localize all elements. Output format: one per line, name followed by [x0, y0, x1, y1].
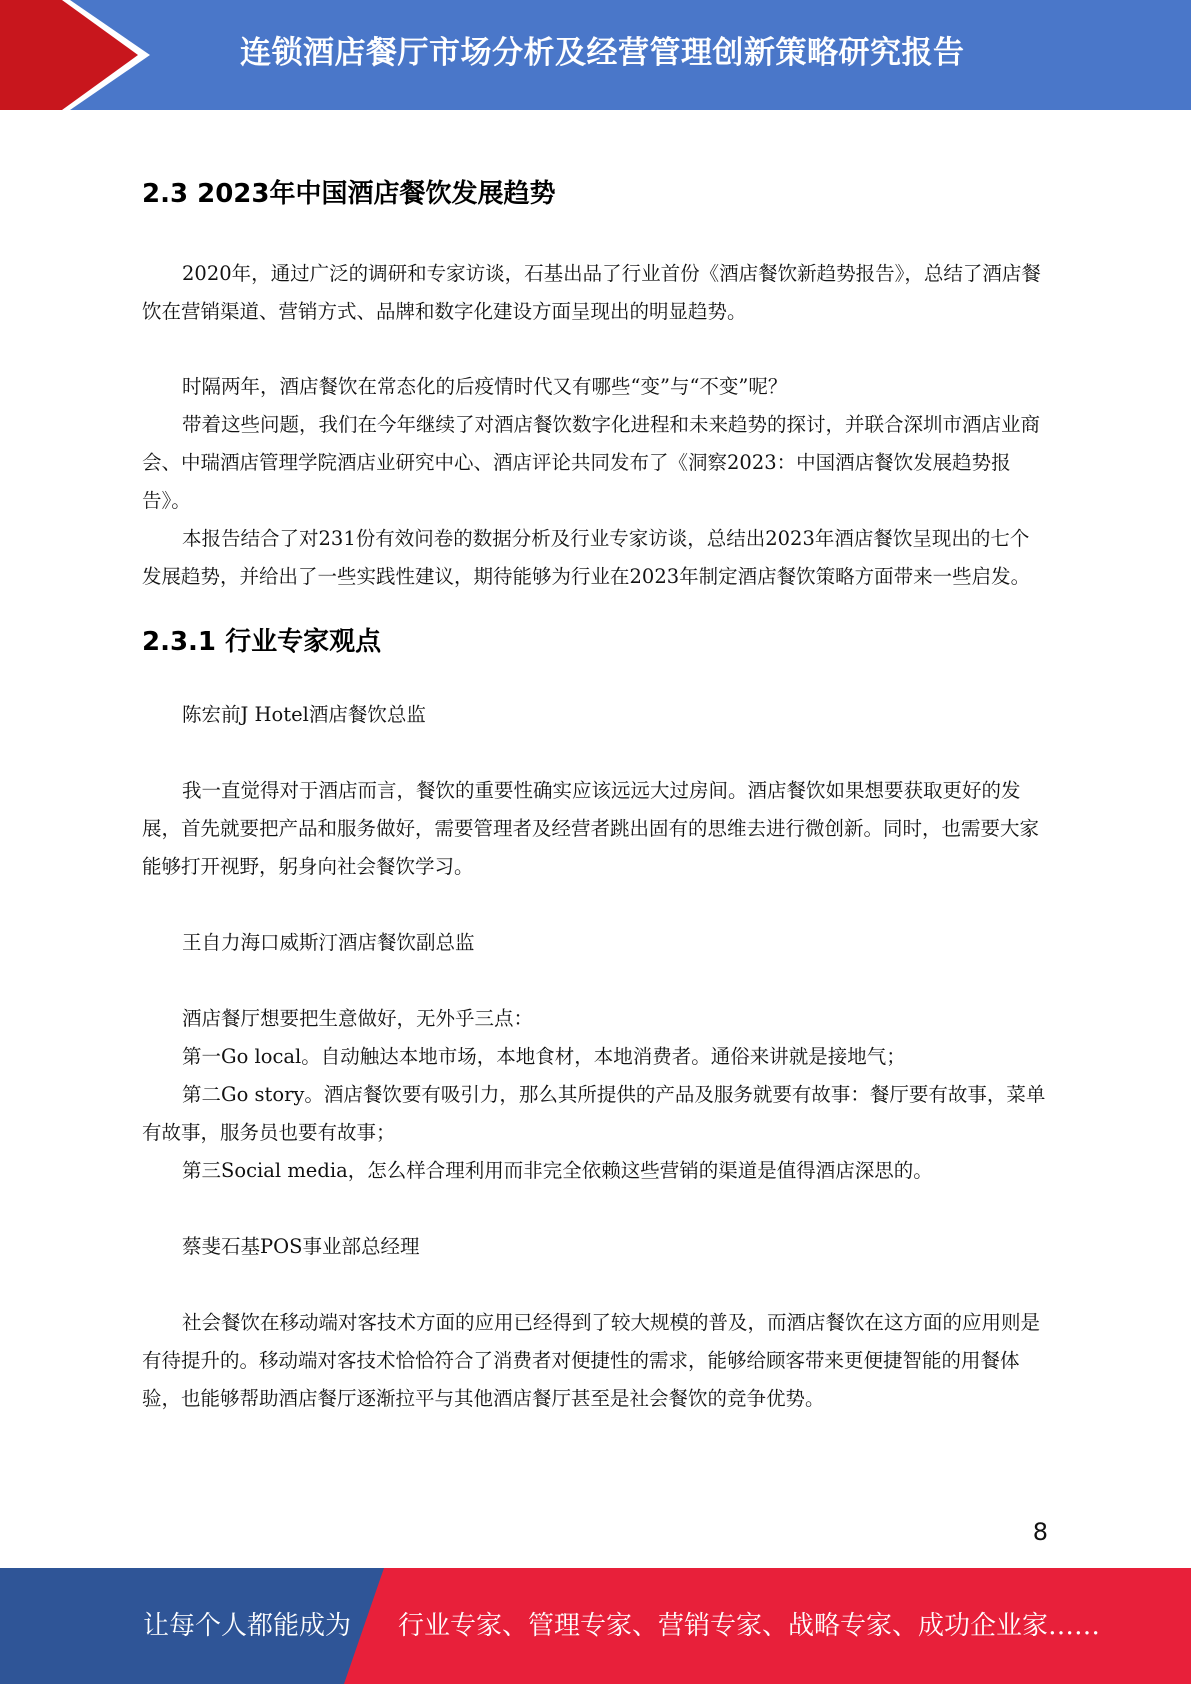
- expert-quote: 社会餐饮在移动端对客技术方面的应用已经得到了较大规模的普及，而酒店餐饮在这方面的应用则是有待提升的。移动端对客技术恰恰符合了消费者对便捷性的需求，能够给顾客带来更便捷智能的用餐体验，也能够帮助酒店餐厅逐渐拉平与其他酒店餐厅甚至是社会餐饮的竞争优势。: [142, 1311, 1041, 1410]
- expert-name: 陈宏前J Hotel酒店餐饮总监: [182, 703, 426, 726]
- footer-slogan-right: 行业专家、管理专家、营销专家、战略专家、成功企业家……: [398, 1611, 1101, 1641]
- page-number: 8: [1032, 1518, 1048, 1546]
- paragraph: 本报告结合了对231份有效问卷的数据分析及行业专家访谈，总结出2023年酒店餐饮呈现出的七个发展趋势，并给出了一些实践性建议，期待能够为行业在2023年制定酒店餐饮策略方面带来一些启发。: [142, 527, 1031, 588]
- section-heading: 2.3 2023年中国酒店餐饮发展趋势: [142, 179, 556, 209]
- subsection-heading: 2.3.1 行业专家观点: [142, 627, 382, 657]
- paragraph: 2020年，通过广泛的调研和专家访谈，石基出品了行业首份《酒店餐饮新趋势报告》，总结了酒店餐饮在营销渠道、营销方式、品牌和数字化建设方面呈现出的明显趋势。: [142, 262, 1041, 323]
- footer-banner: [0, 1568, 1191, 1684]
- expert-quote-line: 酒店餐厅想要把生意做好，无外乎三点：: [182, 1007, 534, 1030]
- expert-quote: 我一直觉得对于酒店而言，餐饮的重要性确实应该远远大过房间。酒店餐饮如果想要获取更好的发展，首先就要把产品和服务做好，需要管理者及经营者跳出固有的思维去进行微创新。同时，也需要大家能够打开视野，躬身向社会餐饮学习。: [142, 779, 1040, 878]
- paragraph: 带着这些问题，我们在今年继续了对酒店餐饮数字化进程和未来趋势的探讨，并联合深圳市酒店业商会、中瑞酒店管理学院酒店业研究中心、酒店评论共同发布了《洞察2023：中国酒店餐饮发展趋势报告》。: [142, 413, 1041, 512]
- expert-quote-line: 第二Go story。酒店餐饮要有吸引力，那么其所提供的产品及服务就要有故事：餐厅要有故事，菜单有故事，服务员也要有故事；: [142, 1083, 1046, 1144]
- paragraph: 时隔两年，酒店餐饮在常态化的后疫情时代又有哪些“变”与“不变”呢？: [182, 375, 788, 398]
- footer-slogan-left: 让每个人都能成为: [143, 1611, 352, 1641]
- expert-quote-line: 第三Social media，怎么样合理利用而非完全依赖这些营销的渠道是值得酒店深思的。: [182, 1159, 933, 1182]
- page-content: [142, 170, 1047, 1418]
- header-bar: [0, 0, 1191, 110]
- expert-name: 王自力海口威斯汀酒店餐饮副总监: [182, 931, 475, 954]
- document-title: 连锁酒店餐厅市场分析及经营管理创新策略研究报告: [240, 35, 965, 71]
- header-chevron-decoration: [0, 0, 160, 110]
- expert-quote-line: 第一Go local。自动触达本地市场，本地食材，本地消费者。通俗来讲就是接地气；: [182, 1045, 906, 1068]
- expert-name: 蔡斐石基POS事业部总经理: [182, 1235, 420, 1258]
